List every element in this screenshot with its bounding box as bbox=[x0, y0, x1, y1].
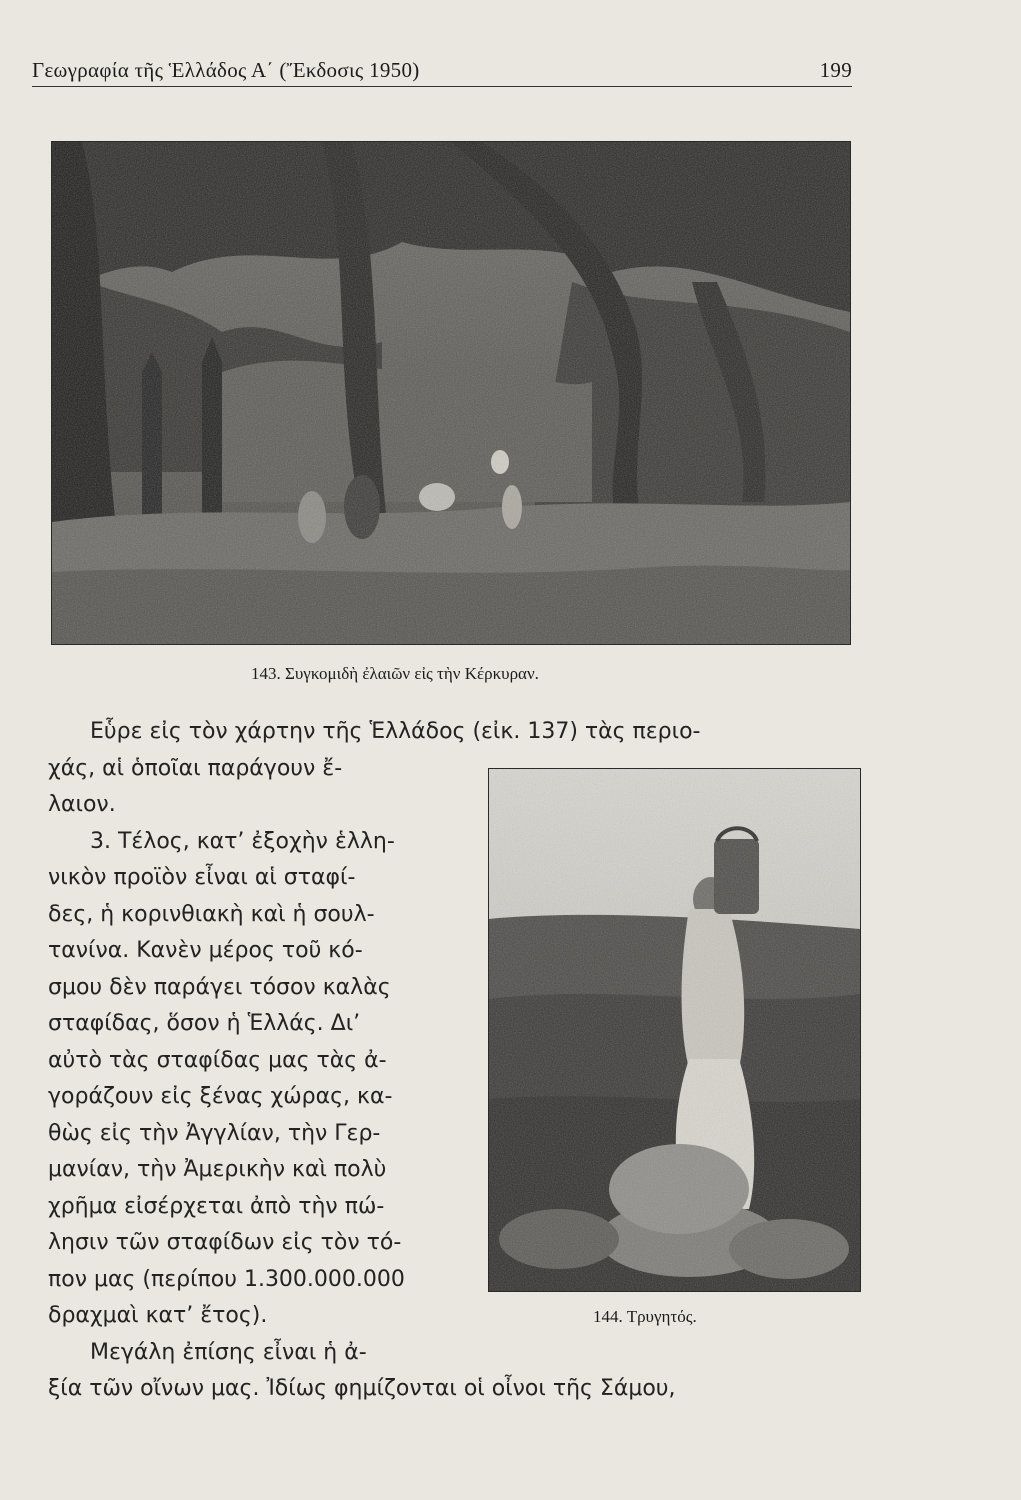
text-line: πον μας (περίπου 1.300.000.000 bbox=[48, 1267, 405, 1292]
text-line: χρῆμα εἰσέρχεται ἀπὸ τὴν πώ- bbox=[48, 1194, 385, 1219]
figure-143-caption: 143. Συγκομιδὴ ἐλαιῶν εἰς τὴν Κέρκυραν. bbox=[251, 664, 539, 683]
text-line: νικὸν προϊὸν εἶναι αἱ σταφί- bbox=[48, 865, 356, 890]
text-line: αὐτὸ τὰς σταφίδας μας τὰς ἀ- bbox=[48, 1048, 387, 1073]
grape-harvest-photo bbox=[488, 768, 861, 1292]
text-line: Μεγάλη ἐπίσης εἶναι ἡ ἀ- bbox=[90, 1340, 367, 1365]
text-line: μανίαν, τὴν Ἀμερικὴν καὶ πολὺ bbox=[48, 1157, 387, 1182]
text-line: τανίνα. Κανὲν μέρος τοῦ κό- bbox=[48, 938, 363, 963]
text-line: λαιον. bbox=[48, 792, 116, 817]
text-line: σταφίδας, ὅσον ἡ Ἑλλάς. Δι’ bbox=[48, 1011, 361, 1036]
text-line: δες, ἡ κορινθιακὴ καὶ ἡ σουλ- bbox=[48, 902, 375, 927]
running-head bbox=[32, 58, 852, 88]
text-line: δραχμαὶ κατ’ ἔτος). bbox=[48, 1303, 268, 1328]
figure-144-caption: 144. Τρυγητός. bbox=[593, 1307, 697, 1326]
page-number: 199 bbox=[819, 58, 852, 82]
text-line: Εὗρε εἰς τὸν χάρτην τῆς Ἑλλάδος (εἰκ. 137) τὰς περιο- bbox=[90, 719, 701, 744]
text-line: 3. Τέλος, κατ’ ἐξοχὴν ἑλλη- bbox=[90, 829, 395, 854]
running-head-title: Γεωγραφία τῆς Ἑλλάδος Α΄ (Ἔκδοσις 1950) bbox=[32, 58, 420, 82]
text-line: σμου δὲν παράγει τόσον καλὰς bbox=[48, 975, 391, 1000]
text-line: θὼς εἰς τὴν Ἀγγλίαν, τὴν Γερ- bbox=[48, 1121, 381, 1146]
text-line: ξία τῶν οἴνων μας. Ἰδίως φημίζονται οἱ οἶνοι τῆς Σάμου, bbox=[48, 1376, 676, 1401]
text-line: γοράζουν εἰς ξένας χώρας, κα- bbox=[48, 1084, 393, 1109]
text-line: λησιν τῶν σταφίδων εἰς τὸν τό- bbox=[48, 1230, 402, 1255]
header-rule bbox=[32, 86, 852, 87]
olive-harvest-photo bbox=[51, 141, 851, 645]
text-line: χάς, αἱ ὁποῖαι παράγουν ἔ- bbox=[48, 756, 343, 781]
